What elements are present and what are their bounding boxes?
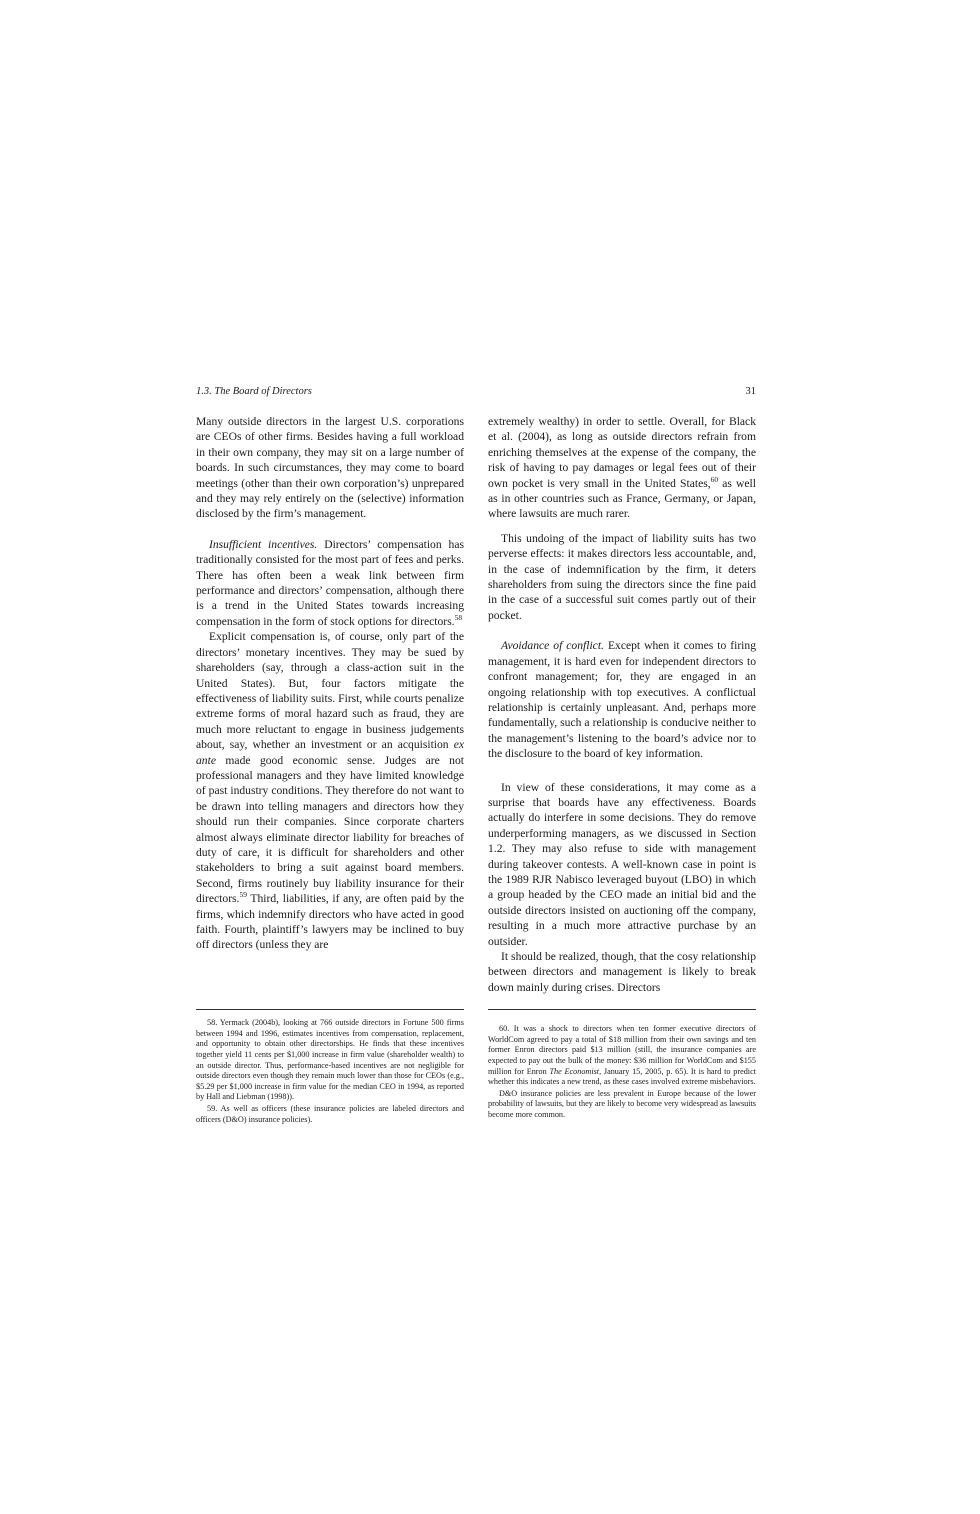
paragraph-text: as well as in other countries such as France, Germany, or Japan, where lawsuits are much rarer. — [488, 476, 756, 521]
footnote-text: , January 15, 2005, p. 65). It is hard to predict whether this indicates a new trend, as these cases involved extreme misbehaviors. — [488, 1066, 756, 1087]
footnote-marker: 59 — [239, 890, 247, 900]
paragraph-text: In view of these considerations, it may come as a surprise that boards have any effectiveness. Boards actually do interfere in some decisions. They do remove underperforming managers, as we discussed in Section 1.2. They may also refuse to side with management during takeover contests. A well-known case in point is the 1989 RJR Nabisco leveraged buyout (LBO) in which a group headed by the CEO made an initial bid and the outside directors insisted on auctioning off the company, resulting in a much more attractive purchase by an outsider. — [488, 780, 756, 948]
paragraph-text: It should be realized, though, that the cosy relationship between directors and management is likely to break down mainly during crises. Directors — [488, 950, 756, 994]
right-column — [488, 414, 756, 995]
book-page — [196, 386, 756, 1125]
paragraph — [488, 414, 756, 522]
footnote-59: 59. As well as officers (these insurance policies are labeled directors and officers (D&O) insurance policies). — [196, 1103, 464, 1124]
section-title: 1.3. The Board of Directors — [196, 386, 312, 397]
footnotes-left — [196, 995, 464, 1125]
footnote-rule — [196, 1009, 464, 1010]
footnote-marker: 60 — [710, 474, 719, 484]
paragraph — [488, 531, 756, 623]
paragraph-heading: Avoidance of conflict. — [501, 639, 604, 653]
italic-title: The Economist — [549, 1066, 600, 1076]
footnote-60 — [488, 1024, 756, 1088]
footnote-60-continuation: D&O insurance policies are less prevalent in Europe because of the lower probability of lawsuits, but they are likely to become very widespread as lawsuits become more common. — [488, 1088, 756, 1119]
paragraph-text: Third, liabilities, if any, are often paid by the firms, which indemnify directors who have acted in good faith. Fourth, plaintiff’s lawyers may be inclined to buy off directors (unless they are — [196, 892, 464, 952]
body-columns — [196, 414, 756, 995]
left-column — [196, 414, 464, 995]
paragraph-avoidance-of-conflict — [488, 638, 756, 761]
paragraph-text: extremely wealthy) in order to settle. Overall, for Black et al. (2004), as long as outside directors refrain from enriching themselves at the expense of the company, the risk of having to pay damages or legal fees out of their own pocket is very small in the United States, — [488, 415, 756, 490]
paragraph-text: Except when it comes to firing management, it is hard even for independent directors to confront management; for, they are engaged in an ongoing relationship with top executives. A conflictual relationship is certainly unpleasant. And, perhaps more fundamentally, such a relationship is conducive neither to the management’s listening to the board’s advice nor to the disclosure to the board of key information. — [488, 639, 756, 761]
paragraph-insufficient-incentives — [196, 537, 464, 629]
paragraph-text: This undoing of the impact of liability suits has two perverse effects: it makes directors less accountable, and, in the case of indemnification by the firm, it deters shareholders from suing the directors since the fine paid in the case of a successful suit comes partly out of their pocket. — [488, 531, 756, 622]
italic-term: ex ante — [196, 738, 464, 767]
footnote-58: 58. Yermack (2004b), looking at 766 outside directors in Fortune 500 firms between 1994 and 1996, estimates incentives from compensation, replacement, and opportunity to obtain other directorships. He finds that these incentives together yield 11 cents per $1,000 increase in firm value (shareholder wealth) to an outside director. Thus, performance-based incentives are not negligible for outside directors even though they remain much lower than those for CEOs (e.g., $5.29 per $1,000 increase in firm value for the median CEO in 1994, as reported by Hall and Liebman (1998)). — [196, 1018, 464, 1102]
paragraph-text: Explicit compensation is, of course, only part of the directors’ monetary incentives. They may be sued by shareholders (say, through a class-action suit in the United States). But, four factors mitigate the effectiveness of liability suits. First, while courts penalize extreme forms of moral hazard such as fraud, they are much more reluctant to engage in business judgements about, say, whether an investment or an acquisition — [196, 630, 464, 752]
footnote-marker: 58 — [454, 613, 463, 623]
footnotes — [196, 995, 756, 1125]
footnotes-right — [488, 995, 756, 1125]
paragraph — [488, 949, 756, 995]
footnote-rule — [488, 1009, 756, 1010]
footnote-text: 60. It was a shock to directors when ten former executive directors of WorldCom agreed to pay a total of $18 million from their own savings and ten former Enron directors paid $13 million (still, the insurance companies are expected to pay out the bulk of the money: $36 million for WorldCom and $155 million for Enron — [488, 1024, 756, 1076]
paragraph-explicit-compensation — [196, 629, 464, 953]
paragraph-text: Directors’ compensation has traditionally consisted for the most part of fees and perks. There has often been a weak link between firm performance and directors’ compensation, although there is a trend in the United States towards increasing compensation in the form of stock options for directors. — [196, 537, 464, 628]
running-head — [196, 386, 756, 404]
paragraph-text: made good economic sense. Judges are not professional managers and they have limited knowledge of past industry conditions. They therefore do not want to be drawn into telling managers and directors how they should run their companies. Since corporate charters almost always eliminate director liability for breaches of duty of care, it is difficult for shareholders and other stakeholders to bring a suit against board members. Second, firms routinely buy liability insurance for their directors. — [196, 753, 464, 906]
paragraph-text: Many outside directors in the largest U.S. corporations are CEOs of other firms. Besides having a full workload in their own company, they may sit on a large number of boards. In such circumstances, they may come to board meetings (other than their own corporation’s) unprepared and they may rely entirely on the (selective) information disclosed by the firm’s management. — [196, 415, 464, 521]
paragraph — [488, 780, 756, 949]
page-number: 31 — [745, 386, 756, 397]
paragraph-heading: Insufficient incentives. — [209, 537, 318, 551]
paragraph — [196, 414, 464, 522]
